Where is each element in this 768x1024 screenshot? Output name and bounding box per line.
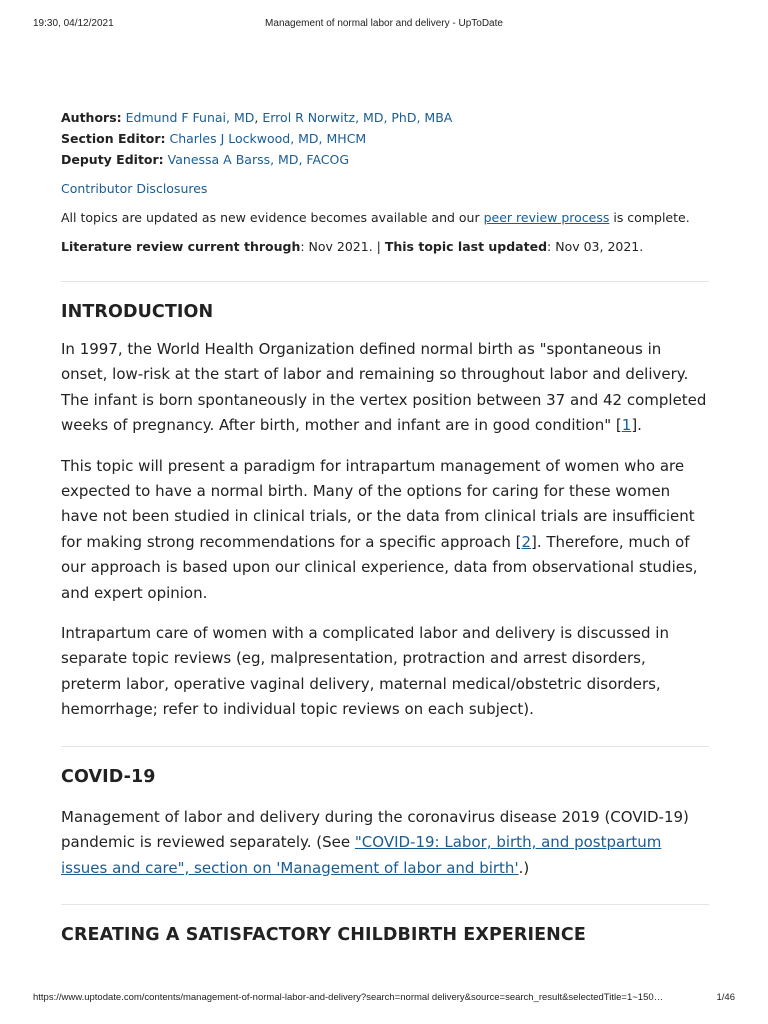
covid-heading: COVID-19 xyxy=(61,766,156,787)
divider xyxy=(61,904,709,905)
lit-review-value: : Nov 2021. | xyxy=(300,239,385,254)
lit-review-label: Literature review current through xyxy=(61,239,301,254)
contributor-disclosures-link[interactable]: Contributor Disclosures xyxy=(61,181,208,196)
divider xyxy=(61,746,709,747)
intro-paragraph-3: Intrapartum care of women with a complicated labor and delivery is discussed in separate topic reviews (eg, malpresentation, protraction and arrest disorders, preterm labor, operative vaginal delivery, maternal medical/obstetric disorders, hemorrhage; refer to individual topic reviews on each subject). xyxy=(61,624,669,719)
last-updated-value: : Nov 03, 2021. xyxy=(547,239,644,254)
article-content xyxy=(61,107,709,945)
intro-paragraph-2: This topic will present a paradigm for intrapartum management of women who are expected to have a normal birth. Many of the options for caring for these women have not been studied in clinical trials, or the data from clinical trials are insufficient for making strong recommendations for a specific approach [2]. Therefore, much of our approach is based upon our clinical experience, data from observational studies, and expert opinion. xyxy=(61,456,698,602)
covid-paragraph: Management of labor and delivery during the coronavirus disease 2019 (COVID-19) pandemic is reviewed separately. (See "COVID-19: Labor, birth, and postpartum issues and care", section on 'Management of labor and birth'.) xyxy=(61,807,689,877)
author-link-funai[interactable]: Edmund F Funai, MD xyxy=(125,110,255,125)
childbirth-experience-heading: CREATING A SATISFACTORY CHILDBIRTH EXPERIENCE xyxy=(61,924,586,945)
deputy-editor-label: Deputy Editor: xyxy=(61,152,164,167)
print-url: https://www.uptodate.com/contents/management-of-normal-labor-and-delivery?search=normal delivery&source=search_result&selectedTitle=1~150… xyxy=(33,992,664,1003)
print-doc-title: Management of normal labor and delivery - UpToDate xyxy=(265,18,503,29)
reference-link-1[interactable]: 1 xyxy=(621,416,632,435)
print-header xyxy=(33,18,735,32)
deputy-editor-link[interactable]: Vanessa A Barss, MD, FACOG xyxy=(167,152,350,167)
author-link-norwitz[interactable]: Errol R Norwitz, MD, PhD, MBA xyxy=(262,110,453,125)
divider xyxy=(61,281,709,282)
print-datetime: 19:30, 04/12/2021 xyxy=(33,18,114,29)
peer-review-link[interactable]: peer review process xyxy=(483,210,610,225)
review-dates xyxy=(61,237,709,257)
authors-line: Authors: Edmund F Funai, MD, Errol R Norwitz, MD, PhD, MBA xyxy=(61,110,453,125)
section-editor-label: Section Editor: xyxy=(61,131,166,146)
page-number: 1/46 xyxy=(716,992,735,1003)
update-note: All topics are updated as new evidence becomes available and our peer review process is complete. xyxy=(61,210,690,225)
covid-topic-link[interactable]: "COVID-19: Labor, birth, and postpartum issues and care", section on 'Management of labor and birth' xyxy=(61,833,662,877)
reference-link-2[interactable]: 2 xyxy=(521,532,531,551)
authors-label: Authors: xyxy=(61,110,122,125)
last-updated-label: This topic last updated xyxy=(384,239,548,254)
section-editor-line xyxy=(61,128,709,149)
deputy-editor-line xyxy=(61,149,709,170)
introduction-heading: INTRODUCTION xyxy=(61,302,214,322)
print-footer xyxy=(33,992,735,1006)
section-editor-link[interactable]: Charles J Lockwood, MD, MHCM xyxy=(169,131,367,146)
intro-paragraph-1: In 1997, the World Health Organization defined normal birth as "spontaneous in onset, low-risk at the start of labor and remaining so throughout labor and delivery. The infant is born spontaneously in the vertex position between 37 and 42 completed weeks of pregnancy. After birth, mother and infant are in good condition" [1]. xyxy=(61,340,707,435)
